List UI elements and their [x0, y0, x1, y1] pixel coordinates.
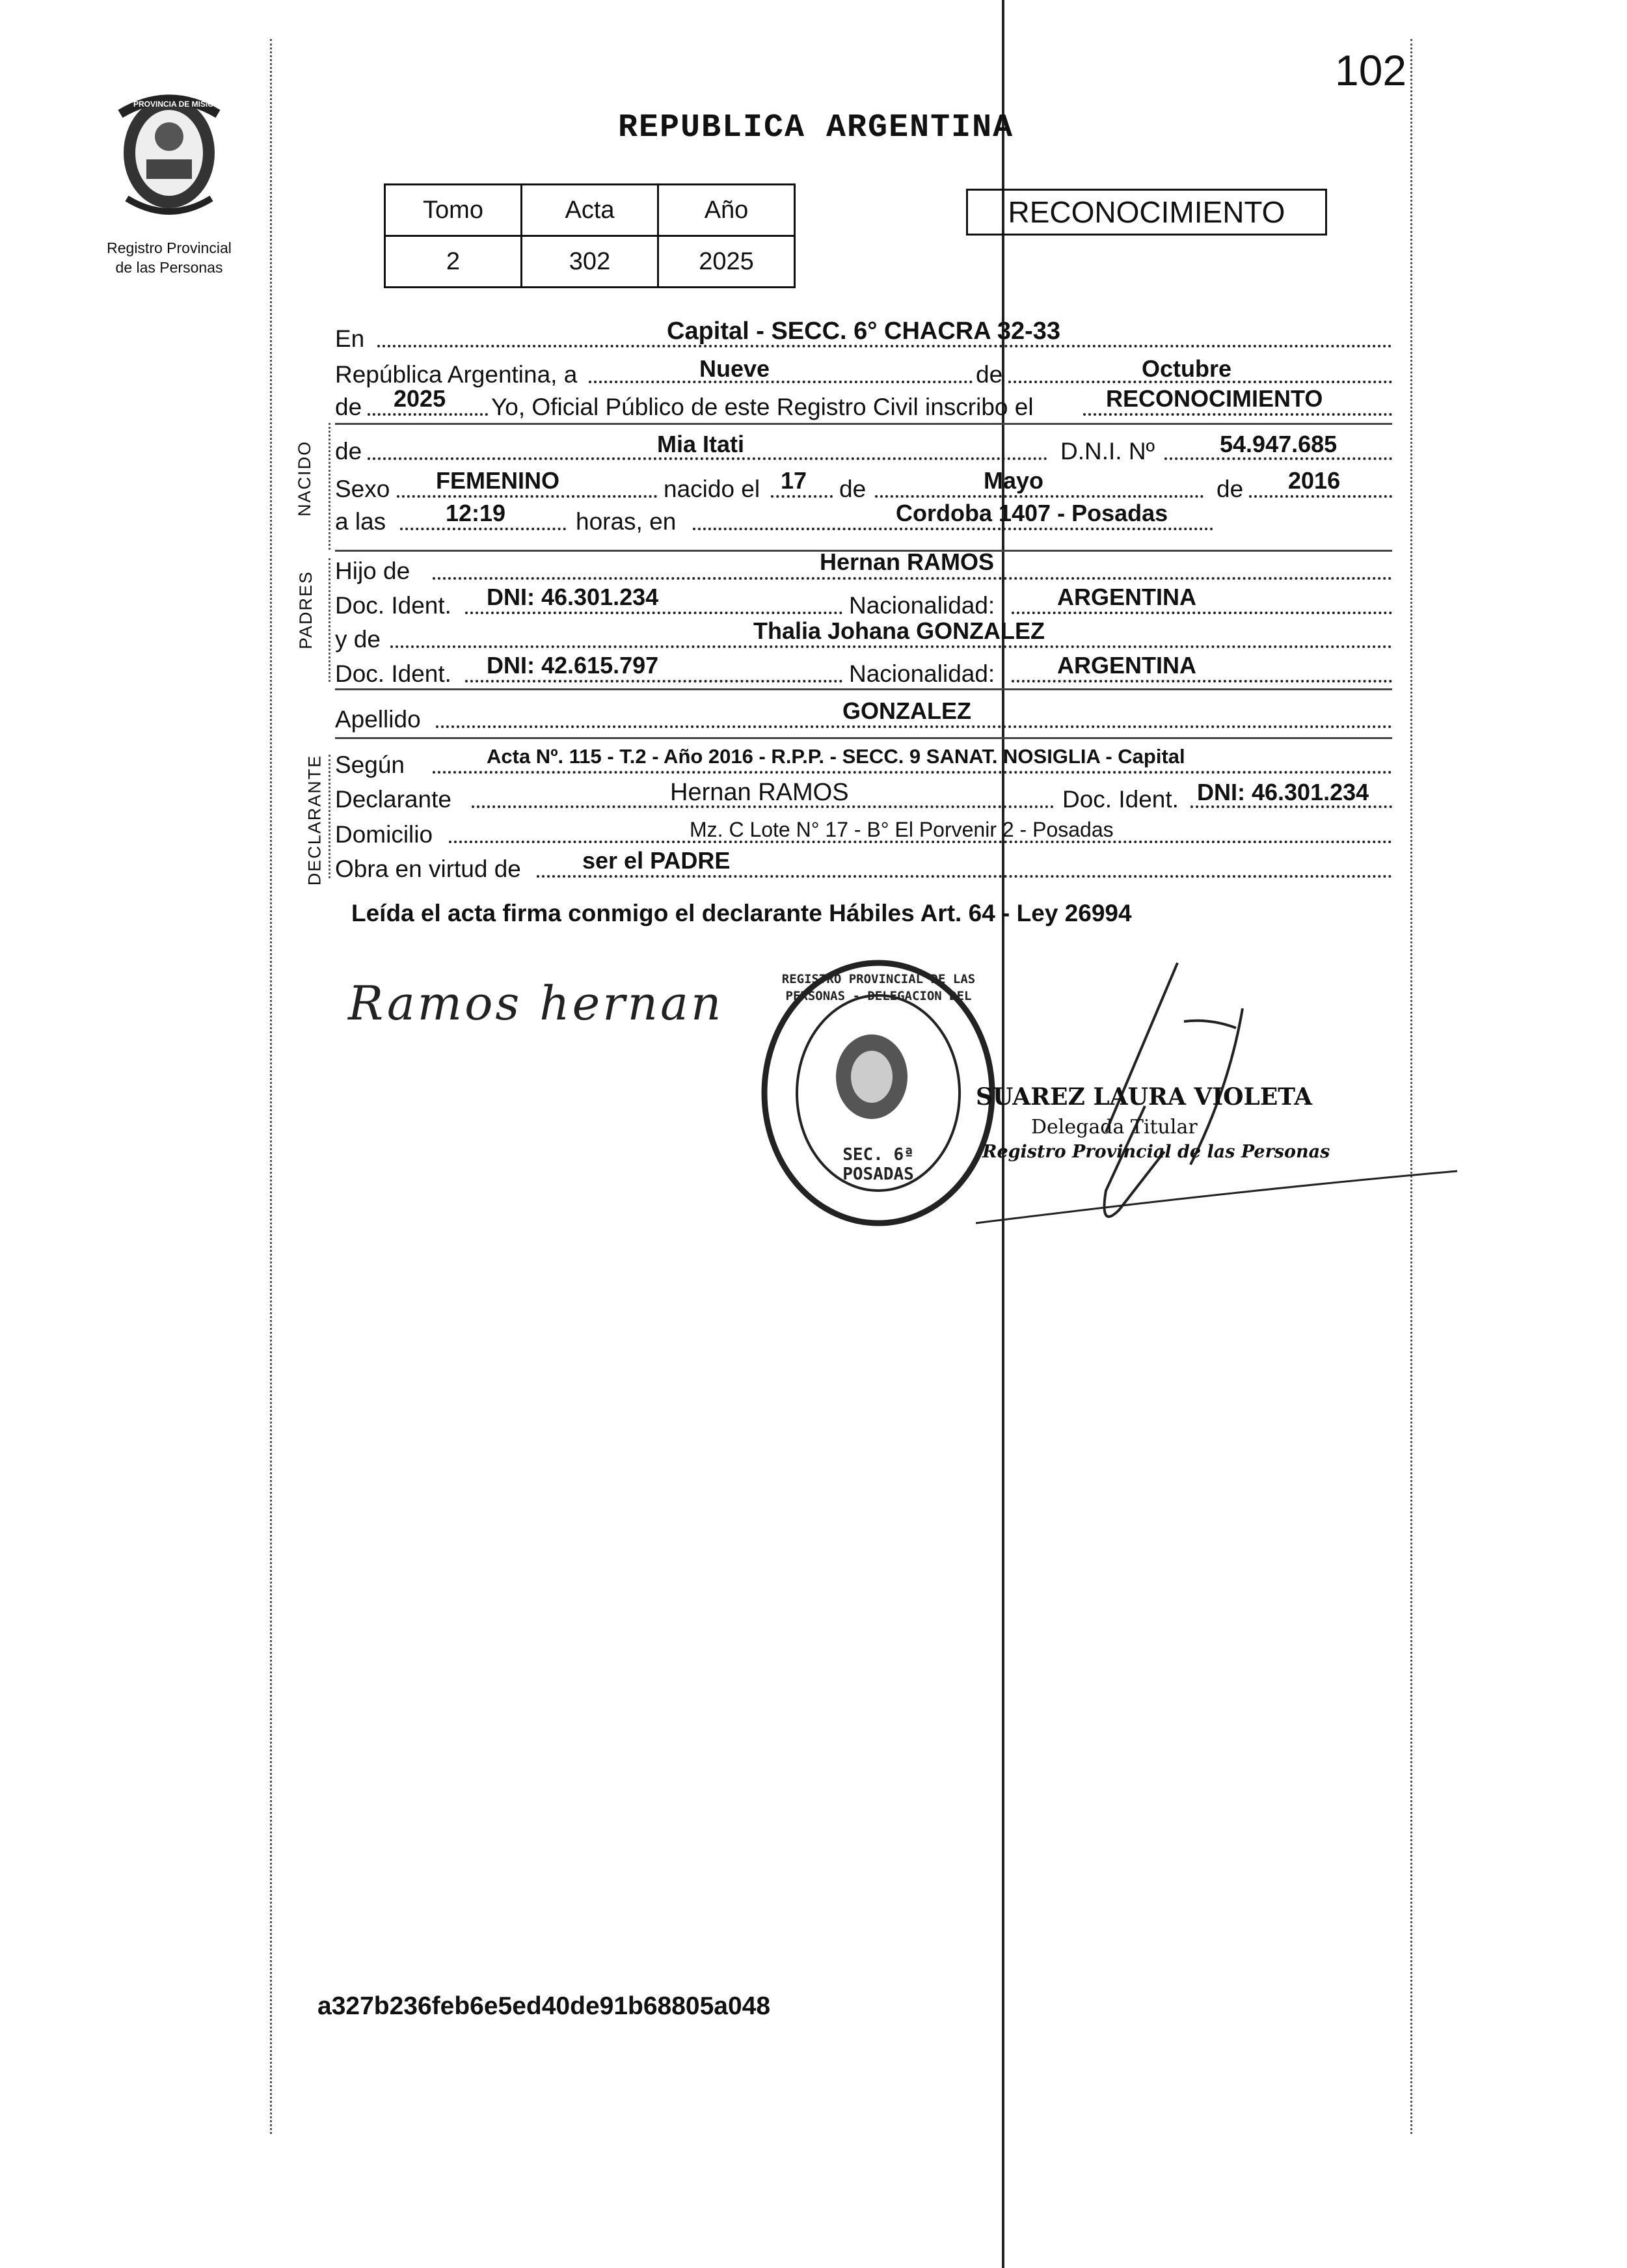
- year-dots: [368, 413, 488, 416]
- day-value: Nueve: [699, 355, 770, 382]
- father-name: Hernan RAMOS: [820, 548, 995, 575]
- declarante-doc-label: Doc. Ident.: [1062, 786, 1179, 813]
- child-name: Mia Itati: [657, 431, 745, 457]
- logo-seal-text: PROVINCIA DE MISIONES: [133, 100, 230, 109]
- official-stamp: [742, 956, 1002, 1243]
- time-dots: [400, 528, 566, 530]
- en-label: En: [335, 325, 365, 352]
- mother-dots: [390, 645, 1392, 648]
- mother-doc-label: Doc. Ident.: [335, 660, 451, 687]
- section-padres: PADRES: [296, 570, 316, 650]
- segun-value: Acta Nº. 115 - T.2 - Año 2016 - R.P.P. - SECC. 9 SANAT. NOSIGLIA - Capital: [487, 745, 1185, 768]
- table-header-ano: Año: [658, 185, 795, 236]
- domicilio-label: Domicilio: [335, 821, 433, 848]
- official-name: SUAREZ LAURA VIOLETA: [976, 1083, 1313, 1111]
- en-value: Capital - SECC. 6° CHACRA 32-33: [667, 317, 1061, 345]
- inscribed-value: RECONOCIMIENTO: [1106, 385, 1323, 412]
- hijo-label: Hijo de: [335, 558, 410, 584]
- table-header-tomo: Tomo: [385, 185, 522, 236]
- page-number: 102: [1335, 46, 1407, 94]
- day-dots: [589, 381, 973, 383]
- birth-month: Mayo: [984, 467, 1044, 494]
- segun-label: Según: [335, 751, 405, 778]
- father-nat-dots: [1012, 612, 1392, 614]
- mother-name: Thalia Johana GONZALEZ: [753, 617, 1045, 644]
- birth-place: Cordoba 1407 - Posadas: [896, 500, 1168, 526]
- child-de-label: de: [335, 438, 362, 465]
- logo-caption-1: Registro Provincial: [107, 239, 232, 256]
- table-header-acta: Acta: [522, 185, 658, 236]
- republica-label: República Argentina, a: [335, 361, 578, 388]
- de2-label: de: [335, 394, 362, 420]
- declarant-signature: Ramos hernan: [348, 976, 724, 1031]
- mother-dni-dots: [465, 680, 842, 682]
- yde-label: y de: [335, 626, 381, 653]
- mother-nat-dots: [1012, 680, 1392, 682]
- father-dni: DNI: 46.301.234: [487, 584, 659, 610]
- father-nationality-label: Nacionalidad:: [849, 592, 995, 619]
- record-type-box: [966, 189, 1327, 236]
- father-nationality: ARGENTINA: [1057, 584, 1196, 610]
- father-dots: [433, 577, 1392, 580]
- birth-time: 12:19: [446, 500, 506, 526]
- birth-de2-label: de: [1217, 476, 1244, 502]
- obra-dots: [537, 875, 1392, 878]
- year-value: 2025: [394, 385, 446, 412]
- section-declarante: DECLARANTE: [304, 754, 325, 886]
- sexo-value: FEMENINO: [436, 467, 560, 494]
- closing-text: Leída el acta firma conmigo el declarante Hábiles Art. 64 - Ley 26994: [351, 900, 1132, 926]
- dni-label: D.N.I. Nº: [1060, 438, 1155, 465]
- table-cell-acta: 302: [522, 236, 658, 288]
- birth-day: 17: [781, 467, 807, 494]
- country-title: REPUBLICA ARGENTINA: [618, 109, 1014, 146]
- stamp-center-text: SEC. 6ª POSADAS: [842, 1145, 914, 1184]
- inscribed-dots: [1083, 413, 1392, 416]
- rule-3: [335, 688, 1392, 690]
- left-margin-line: [270, 39, 273, 2134]
- obra-label: Obra en virtud de: [335, 856, 521, 882]
- place-dots: [693, 528, 1213, 530]
- padres-bracket: [329, 558, 332, 682]
- logo-caption-2: de las Personas: [115, 259, 223, 276]
- sexo-dots: [397, 495, 657, 498]
- record-table: [384, 183, 796, 288]
- table-cell-ano: 2025: [658, 236, 795, 288]
- section-nacido: NACIDO: [295, 440, 315, 517]
- official-org: Registro Provincial de las Personas: [982, 1142, 1330, 1162]
- nacido-label: nacido el: [664, 476, 760, 502]
- sexo-label: Sexo: [335, 476, 390, 502]
- document-hash: a327b236feb6e5ed40de91b68805a048: [317, 1992, 771, 2020]
- record-type: RECONOCIMIENTO: [1008, 195, 1285, 229]
- official-title: Delegada Titular: [1031, 1116, 1198, 1139]
- rule-4: [335, 737, 1392, 739]
- apellido-label: Apellido: [335, 706, 421, 733]
- declarante-dni: DNI: 46.301.234: [1197, 779, 1369, 805]
- mother-nationality-label: Nacionalidad:: [849, 660, 995, 687]
- birth-day-dots: [771, 495, 833, 498]
- birth-year-dots: [1249, 495, 1392, 498]
- horas-label: horas, en: [576, 508, 677, 535]
- apellido-value: GONZALEZ: [842, 697, 971, 724]
- declarante-value: Hernan RAMOS: [670, 779, 849, 806]
- birth-month-dots: [875, 495, 1203, 498]
- stamp-ring-text: REGISTRO PROVINCIAL DE LAS PERSONAS - DELEGACION DEL: [781, 972, 976, 1003]
- obra-value: ser el PADRE: [582, 847, 731, 874]
- month-value: Octubre: [1142, 355, 1232, 382]
- father-doc-label: Doc. Ident.: [335, 592, 451, 619]
- apellido-dots: [436, 725, 1392, 728]
- a-las-label: a las: [335, 508, 386, 535]
- table-cell-tomo: 2: [385, 236, 522, 288]
- declarante-label: Declarante: [335, 786, 451, 813]
- rule-1: [335, 423, 1392, 425]
- declarante-bracket: [329, 755, 332, 878]
- nacido-bracket: [329, 423, 332, 550]
- province-logo: [107, 88, 231, 224]
- oficial-text: Yo, Oficial Público de este Registro Civil inscribo el: [491, 394, 1034, 420]
- mother-nationality: ARGENTINA: [1057, 652, 1196, 679]
- child-dni: 54.947.685: [1220, 431, 1338, 457]
- domicilio-value: Mz. C Lote N° 17 - B° El Porvenir 2 - Posadas: [690, 818, 1114, 841]
- birth-de-label: de: [839, 476, 867, 502]
- de-label: de: [976, 361, 1003, 388]
- birth-year: 2016: [1288, 467, 1341, 494]
- mother-dni: DNI: 42.615.797: [487, 652, 659, 679]
- segun-dots: [433, 771, 1392, 774]
- father-dni-dots: [465, 612, 842, 614]
